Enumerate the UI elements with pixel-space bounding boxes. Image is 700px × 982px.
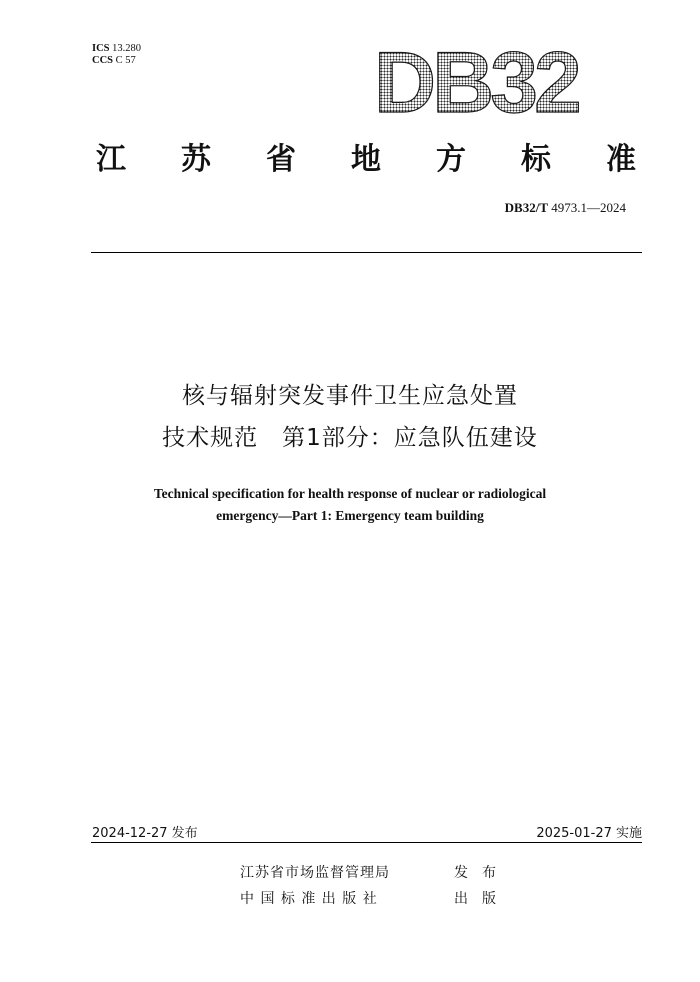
- standard-type-heading: [96, 138, 636, 182]
- publisher-action: 出版: [454, 891, 510, 907]
- ics-value: 13.280: [112, 43, 142, 54]
- title-en-line1: Technical specification for health response of nuclear or radiological: [153, 486, 547, 501]
- standard-number-value: 4973.1—2024: [551, 200, 626, 215]
- issue-date: 2024-12-27 发布: [92, 826, 198, 841]
- publisher-row-issuer: [240, 862, 540, 882]
- db32-logo: DB32: [374, 35, 578, 131]
- standard-type-char: 方: [436, 142, 466, 177]
- standard-type-char: 标: [521, 142, 551, 177]
- bottom-divider: [91, 842, 642, 843]
- title-cn-line2: 技术规范 第1部分：应急队伍建设: [162, 425, 538, 451]
- publisher-org: 江苏省市场监督管理局: [240, 865, 390, 881]
- standard-type-char: 地: [351, 142, 381, 177]
- ics-label: ICS: [92, 43, 110, 54]
- standard-number-prefix: DB32/T: [504, 200, 548, 215]
- implementation-date: 2025-01-27 实施: [536, 826, 642, 841]
- publisher-action: 发布: [454, 865, 510, 881]
- ccs-value: C 57: [115, 55, 136, 66]
- top-divider: [91, 252, 642, 253]
- ccs-code: [92, 55, 141, 67]
- standard-type-char: 江: [96, 142, 126, 177]
- ics-code: [92, 43, 141, 55]
- standard-type-char: 苏: [181, 142, 211, 177]
- publisher-row-press: [240, 888, 540, 908]
- title-cn-line1: 核与辐射突发事件卫生应急处置: [182, 383, 518, 409]
- classification-codes: [92, 43, 141, 67]
- publisher-org: 中 国 标 准 出 版 社: [240, 891, 378, 907]
- ccs-label: CCS: [92, 55, 114, 66]
- title-en-line2: emergency—Part 1: Emergency team building: [216, 508, 484, 523]
- standard-number: [505, 200, 626, 216]
- standard-type-char: 省: [266, 142, 296, 177]
- standard-type-char: 准: [606, 142, 636, 177]
